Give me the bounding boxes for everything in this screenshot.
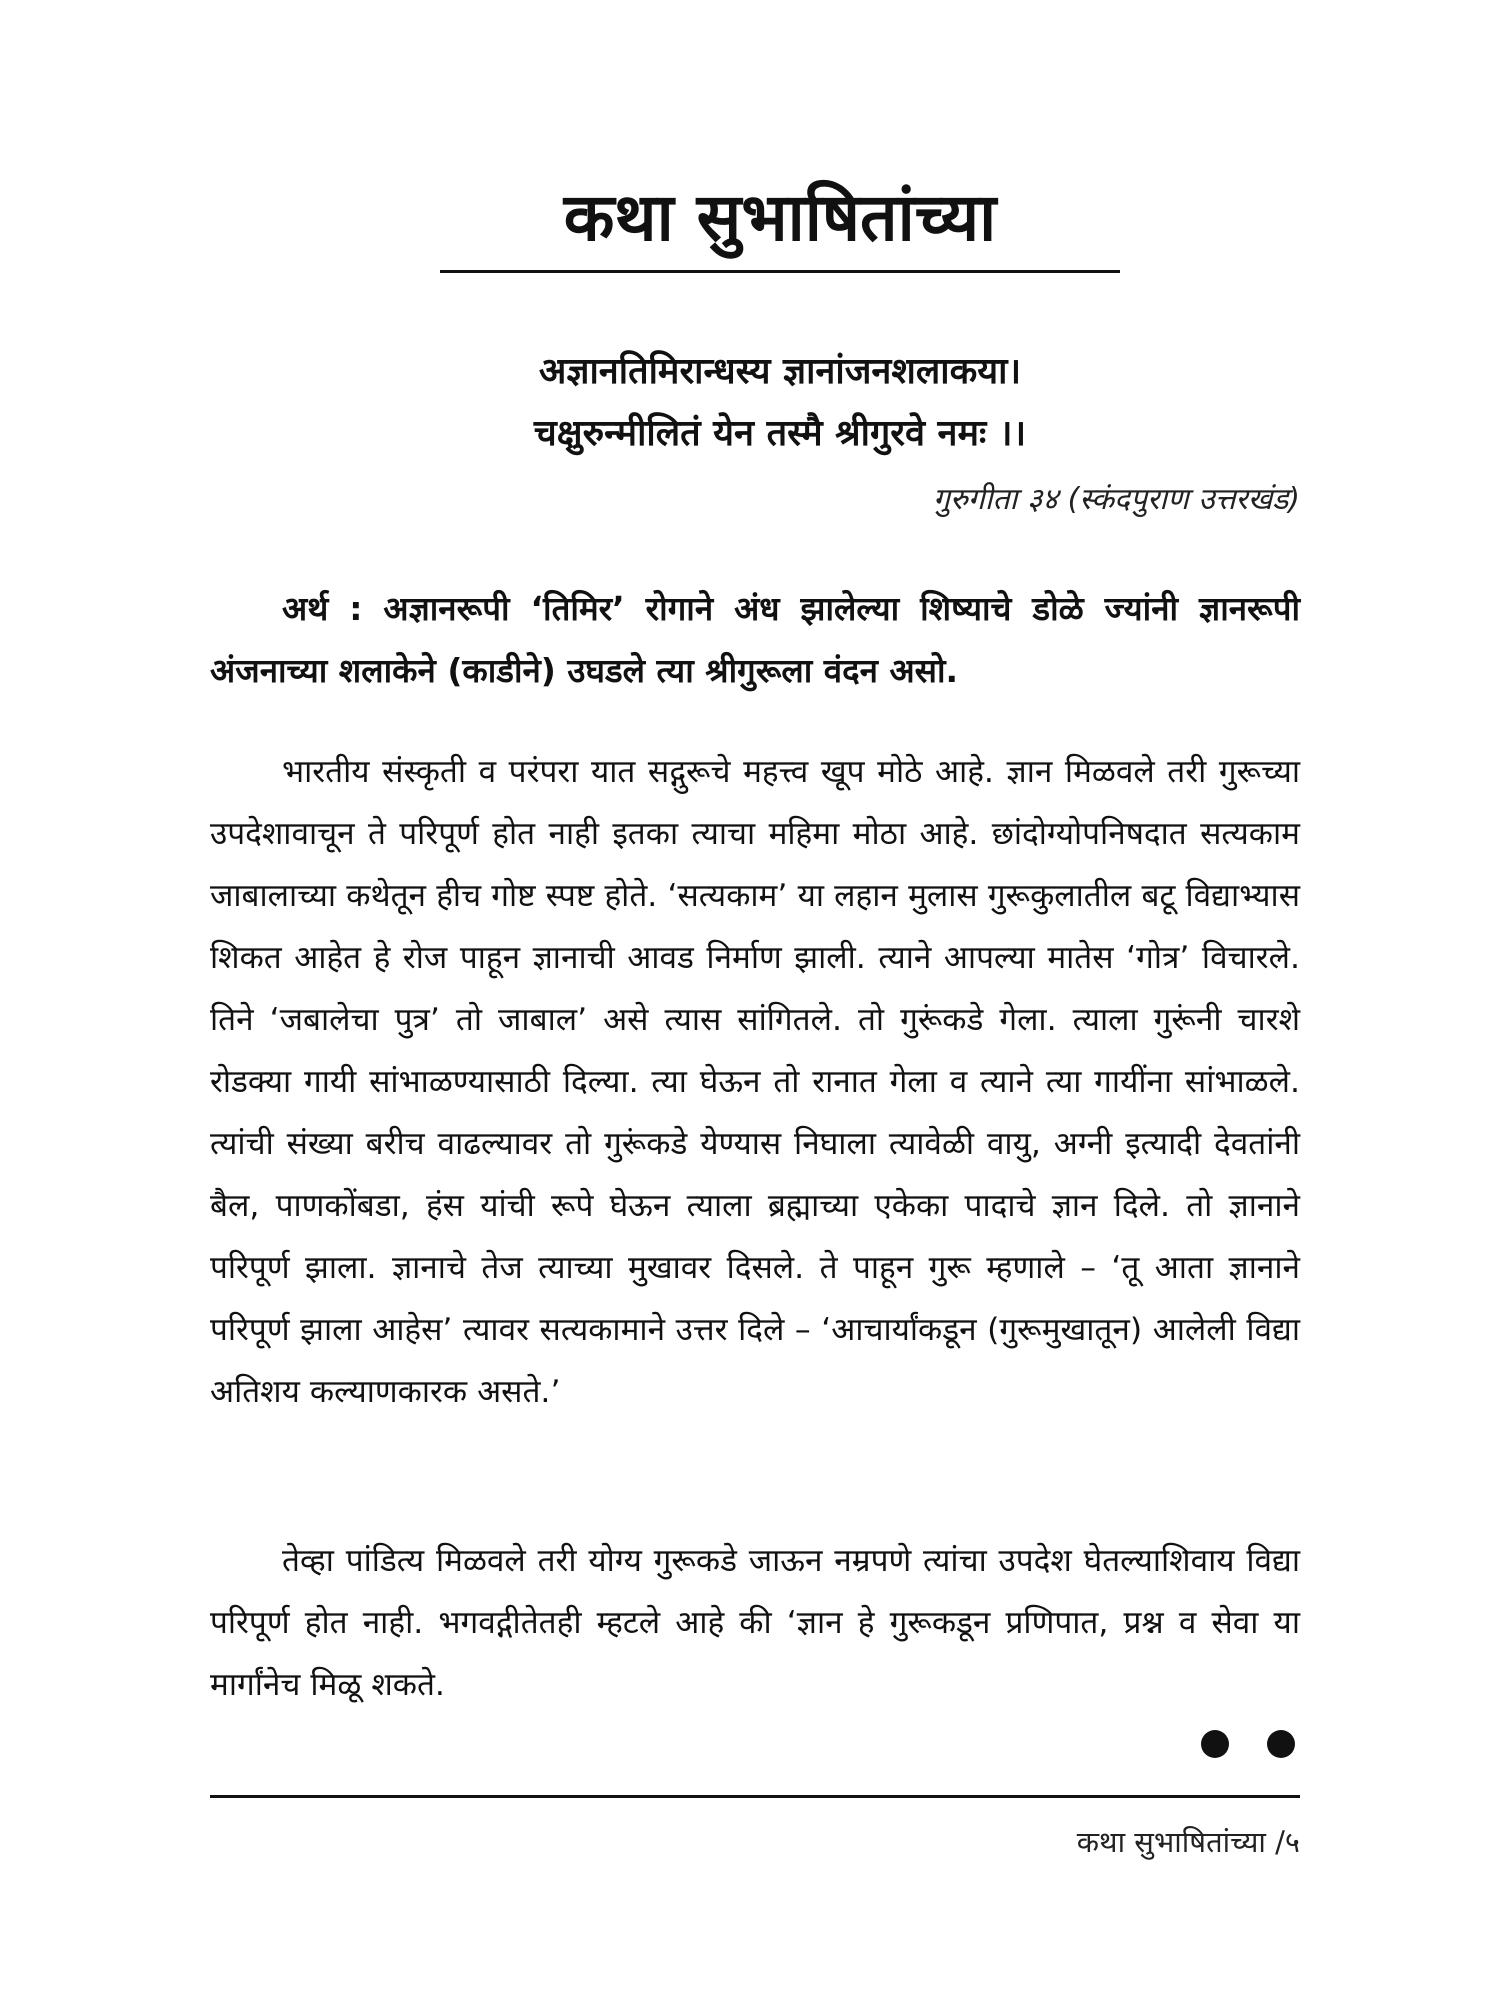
verse-meaning: अर्थ : अज्ञानरूपी ‘तिमिर’ रोगाने अंध झालेल्या शिष्याचे डोळे ज्यांनी ज्ञानरूपी अंजनाच्या शलाकेने (काडीने) उघडले त्या श्रीगुरूला वंदन असो. xyxy=(210,589,1300,690)
body-paragraph-1: भारतीय संस्कृती व परंपरा यात सद्गुरूचे महत्त्व खूप मोठे आहे. ज्ञान मिळवले तरी गुरूच्या उपदेशावाचून ते परिपूर्ण होत नाही इतका त्याचा महिमा मोठा आहे. छांदोग्योपनिषदात सत्यकाम जाबालाच्या कथेतून हीच गोष्ट स्पष्ट होते. ‘सत्यकाम’ या लहान मुलास गुरूकुलातील बटू विद्याभ्यास शिकत आहेत हे रोज पाहून ज्ञानाची आवड निर्माण झाली. त्याने आपल्या मातेस ‘गोत्र’ विचारले. तिने ‘जबालेचा पुत्र’ तो जाबाल’ असे त्यास सांगितले. तो गुरूंकडे गेला. त्याला गुरूंनी चारशे रोडक्या गायी सांभाळण्यासाठी दिल्या. त्या घेऊन तो रानात गेला व त्याने त्या गायींना सांभाळले. त्यांची संख्या बरीच वाढल्यावर तो गुरूंकडे येण्यास निघाला त्यावेळी वायु, अग्नी इत्यादी देवतांनी बैल, पाणकोंबडा, हंस यांची रूपे घेऊन त्याला ब्रह्माच्या एकेका पादाचे ज्ञान दिले. तो ज्ञानाने परिपूर्ण झाला. ज्ञानाचे तेज त्याच्या मुखावर दिसले. ते पाहून गुरू म्हणाले – ‘तू आता ज्ञानाने परिपूर्ण झाला आहेस’ त्यावर सत्यकामाने उत्तर दिले – ‘आचार्यांकडून (गुरूमुखातून) आलेली विद्या अतिशय कल्याणकारक असते.’ xyxy=(210,754,1300,1410)
ornament-dot xyxy=(1201,1730,1229,1758)
verse-line-2: चक्षुरुन्मीलितं येन तस्मै श्रीगुरवे नमः ।। xyxy=(533,413,1027,454)
title-underline xyxy=(440,270,1120,273)
verse-line-1: अज्ञानतिमिरान्धस्य ज्ञानांजनशलाकया। xyxy=(538,351,1022,392)
ornament-dot xyxy=(1267,1730,1295,1758)
footer-divider xyxy=(210,1795,1300,1798)
page-title: कथा सुभाषितांच्या xyxy=(563,179,997,256)
page-footer: कथा सुभाषितांच्या /५ xyxy=(1076,1825,1300,1859)
verse-source: गुरुगीता ३४ (स्कंदपुराण उत्तरखंड) xyxy=(932,482,1300,517)
body-paragraph-2: तेव्हा पांडित्य मिळवले तरी योग्य गुरूकडे जाऊन नम्रपणे त्यांचा उपदेश घेतल्याशिवाय विद्या परिपूर्ण होत नाही. भगवद्गीतेतही म्हटले आहे की ‘ज्ञान हे गुरूकडून प्रणिपात, प्रश्न व सेवा या मार्गांनेच मिळू शकते. xyxy=(210,1543,1300,1703)
section-end-ornament xyxy=(1201,1730,1295,1758)
